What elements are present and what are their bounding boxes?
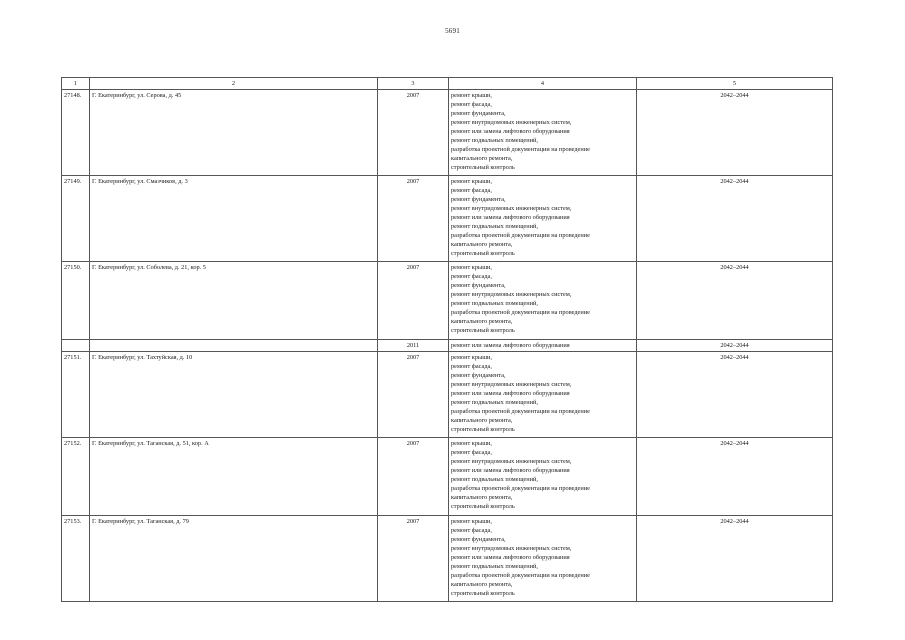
- work-item: ремонт фасада,: [451, 527, 492, 534]
- table-row: [62, 90, 833, 176]
- row-address: Г. Екатеринбург, ул. Таганская, д. 51, кор. А: [90, 438, 378, 516]
- work-item: разработка проектной документации на проведение: [451, 408, 590, 415]
- work-item: ремонт фундамента,: [451, 536, 506, 543]
- row-works: [449, 352, 637, 438]
- work-item: ремонт крыши,: [451, 264, 493, 271]
- row-period: 2042–2044: [637, 438, 833, 516]
- work-item: ремонт подвальных помещений,: [451, 300, 538, 307]
- work-item: ремонт или замена лифтового оборудования: [451, 554, 570, 561]
- work-item: ремонт крыши,: [451, 354, 493, 361]
- row-works: [449, 438, 637, 516]
- row-number: 27149.: [62, 176, 90, 262]
- header-cell: 5: [637, 78, 833, 90]
- work-item: строительный контроль: [451, 327, 515, 334]
- work-item: капитального ремонта,: [451, 155, 513, 162]
- row-works: [449, 516, 637, 602]
- row-number: 27152.: [62, 438, 90, 516]
- work-item: капитального ремонта,: [451, 417, 513, 424]
- row-period: 2042–2044: [637, 352, 833, 438]
- work-item: капитального ремонта,: [451, 494, 513, 501]
- table-row: [62, 262, 833, 340]
- work-item: ремонт фундамента,: [451, 110, 506, 117]
- work-item: строительный контроль: [451, 426, 515, 433]
- row-address: Г. Екатеринбург, ул. Смазчиков, д. 3: [90, 176, 378, 262]
- work-item: ремонт внутридомовых инженерных систем,: [451, 545, 572, 552]
- sub-row-address: [90, 340, 378, 352]
- table-row: [62, 352, 833, 438]
- work-item: разработка проектной документации на проведение: [451, 232, 590, 239]
- row-period: 2042–2044: [637, 90, 833, 176]
- work-item: ремонт или замена лифтового оборудования: [451, 128, 570, 135]
- work-item: ремонт подвальных помещений,: [451, 137, 538, 144]
- table-row: [62, 516, 833, 602]
- row-year: 2007: [378, 90, 449, 176]
- work-item: ремонт внутридомовых инженерных систем,: [451, 119, 572, 126]
- page-number: 5691: [445, 27, 460, 35]
- sub-row-year: 2011: [378, 340, 449, 352]
- row-number: 27148.: [62, 90, 90, 176]
- work-item: строительный контроль: [451, 590, 515, 597]
- row-works: [449, 176, 637, 262]
- work-item: ремонт фундамента,: [451, 282, 506, 289]
- header-cell: 3: [378, 78, 449, 90]
- work-item: ремонт фасада,: [451, 363, 492, 370]
- work-item: ремонт крыши,: [451, 518, 493, 525]
- row-year: 2007: [378, 516, 449, 602]
- work-item: ремонт крыши,: [451, 440, 493, 447]
- row-address: Г. Екатеринбург, ул. Тахтуйская, д. 10: [90, 352, 378, 438]
- work-item: строительный контроль: [451, 164, 515, 171]
- work-item: ремонт крыши,: [451, 92, 493, 99]
- registry-table: [61, 77, 833, 602]
- work-item: ремонт внутридомовых инженерных систем,: [451, 381, 572, 388]
- work-item: ремонт или замена лифтового оборудования: [451, 214, 570, 221]
- row-address: Г. Екатеринбург, ул. Серова, д. 45: [90, 90, 378, 176]
- row-year: 2007: [378, 176, 449, 262]
- work-item: ремонт подвальных помещений,: [451, 399, 538, 406]
- sub-row-period: 2042–2044: [637, 340, 833, 352]
- work-item: ремонт подвальных помещений,: [451, 563, 538, 570]
- row-period: 2042–2044: [637, 176, 833, 262]
- header-cell: 4: [449, 78, 637, 90]
- work-item: ремонт фасада,: [451, 187, 492, 194]
- row-address: Г. Екатеринбург, ул. Таганская, д. 79: [90, 516, 378, 602]
- table-row: [62, 438, 833, 516]
- work-item: разработка проектной документации на проведение: [451, 485, 590, 492]
- work-item: капитального ремонта,: [451, 581, 513, 588]
- row-number: 27150.: [62, 262, 90, 340]
- row-period: 2042–2044: [637, 516, 833, 602]
- table-sub-row: [62, 340, 833, 352]
- row-works: [449, 90, 637, 176]
- row-number: 27151.: [62, 352, 90, 438]
- sub-row-works: ремонт или замена лифтового оборудования: [449, 340, 637, 352]
- work-item: строительный контроль: [451, 250, 515, 257]
- work-item: ремонт подвальных помещений,: [451, 476, 538, 483]
- work-item: ремонт фундамента,: [451, 372, 506, 379]
- header-cell: 1: [62, 78, 90, 90]
- row-number: 27153.: [62, 516, 90, 602]
- work-item: разработка проектной документации на проведение: [451, 309, 590, 316]
- sub-row-number: [62, 340, 90, 352]
- work-item: разработка проектной документации на проведение: [451, 572, 590, 579]
- work-item: ремонт фасада,: [451, 449, 492, 456]
- registry-table-body: [62, 78, 833, 602]
- work-item: ремонт внутридомовых инженерных систем,: [451, 205, 572, 212]
- row-address: Г. Екатеринбург, ул. Соболева, д. 21, кор. 5: [90, 262, 378, 340]
- work-item: ремонт фундамента,: [451, 196, 506, 203]
- row-period: 2042–2044: [637, 262, 833, 340]
- header-cell: 2: [90, 78, 378, 90]
- work-item: ремонт крыши,: [451, 178, 493, 185]
- table-header-row: [62, 78, 833, 90]
- row-year: 2007: [378, 262, 449, 340]
- table-row: [62, 176, 833, 262]
- work-item: ремонт фасада,: [451, 101, 492, 108]
- work-item: ремонт подвальных помещений,: [451, 223, 538, 230]
- work-item: разработка проектной документации на проведение: [451, 146, 590, 153]
- work-item: ремонт фасада,: [451, 273, 492, 280]
- work-item: ремонт или замена лифтового оборудования: [451, 390, 570, 397]
- work-item: капитального ремонта,: [451, 241, 513, 248]
- work-item: ремонт внутридомовых инженерных систем,: [451, 291, 572, 298]
- work-item: строительный контроль: [451, 503, 515, 510]
- work-item: капитального ремонта,: [451, 318, 513, 325]
- row-year: 2007: [378, 438, 449, 516]
- row-year: 2007: [378, 352, 449, 438]
- work-item: ремонт внутридомовых инженерных систем,: [451, 458, 572, 465]
- work-item: ремонт или замена лифтового оборудования: [451, 467, 570, 474]
- row-works: [449, 262, 637, 340]
